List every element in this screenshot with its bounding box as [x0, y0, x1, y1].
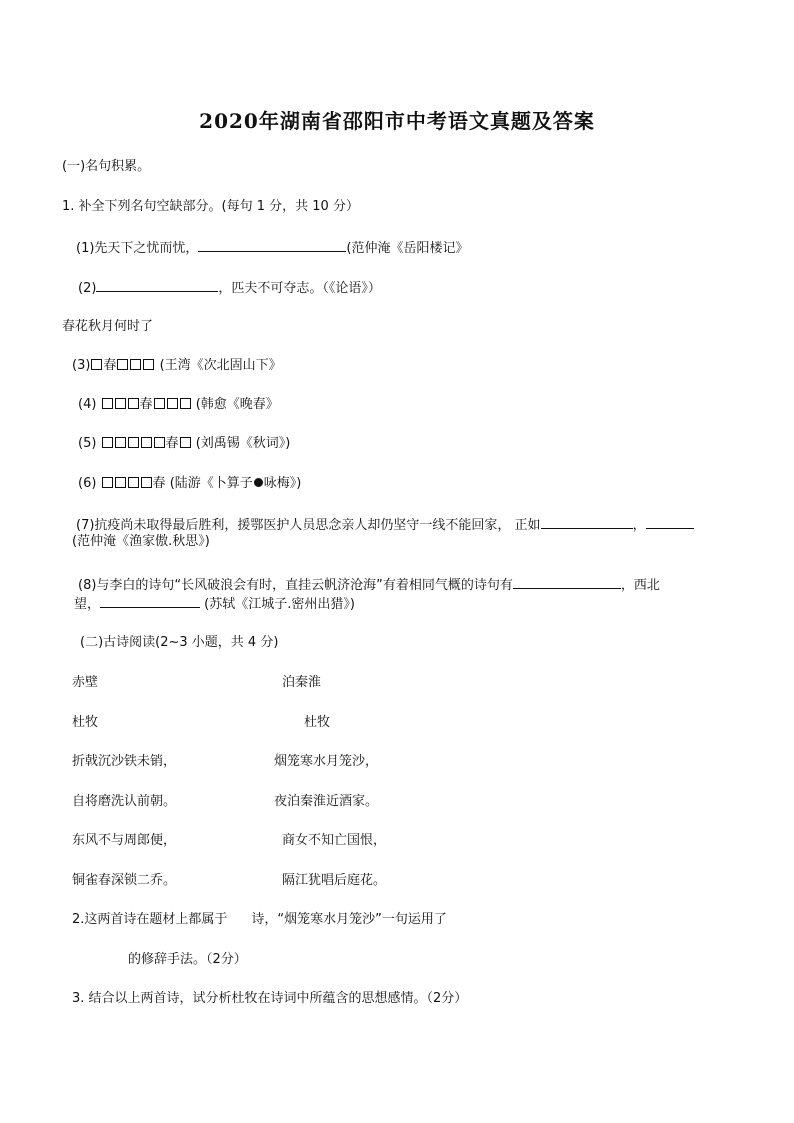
blank-box[interactable]: [143, 359, 154, 370]
blank-box[interactable]: [130, 359, 141, 370]
item-4: [78, 396, 279, 414]
item-3-source: (王湾《次北固山下》: [155, 358, 282, 373]
item-1-prefix: (1)先天下之忧而忧，: [76, 241, 199, 256]
item-4-char: 春: [139, 397, 153, 412]
item-4-source: (韩愈《晚春》: [191, 397, 279, 412]
item-5-source: (刘禹锡《秋词》): [191, 436, 291, 451]
answer-blank[interactable]: [96, 278, 218, 292]
item-6-prefix: (6): [78, 476, 101, 491]
answer-blank[interactable]: [541, 515, 633, 529]
poem-left-line-4: 铜雀春深锁二乔。: [72, 873, 177, 888]
section2-heading: (二)古诗阅读(2~3 小题，共 4 分): [80, 635, 279, 650]
item-2-source: ，匹夫不可夺志。（《论语》）: [218, 281, 381, 296]
blank-box[interactable]: [167, 398, 178, 409]
page-title: 2020年湖南省邵阳市中考语文真题及答案: [199, 109, 595, 133]
item-1-source: (范仲淹《岳阳楼记》: [346, 241, 469, 256]
blank-box[interactable]: [141, 477, 152, 488]
blank-box[interactable]: [115, 477, 126, 488]
blank-box[interactable]: [128, 398, 139, 409]
item-8: [78, 575, 660, 595]
answer-blank[interactable]: [513, 575, 621, 589]
item-6-source-b: 咏梅》): [263, 476, 302, 491]
poem-right-line-3: 商女不知亡国恨，: [282, 833, 387, 848]
poem-left-author: 杜牧: [72, 715, 99, 730]
item-8-line2: [74, 594, 355, 614]
question-2-prefix: 2.这两首诗在题材上都属于: [72, 912, 228, 927]
item-3: [72, 357, 282, 375]
question-3: 3. 结合以上两首诗，试分析杜牧在诗词中所蕴含的思想感情。（2分）: [72, 991, 468, 1006]
answer-blank[interactable]: [100, 594, 200, 608]
item-6: [78, 475, 301, 493]
answer-blank[interactable]: [646, 515, 694, 529]
poem-right-title: 泊秦淮: [282, 675, 322, 690]
blank-box[interactable]: [180, 398, 191, 409]
section1-heading: (一)名句积累。: [62, 159, 151, 174]
item-7-source: (范仲淹《渔家傲.秋思》): [72, 534, 210, 549]
blank-box[interactable]: [115, 437, 126, 448]
loose-line: 春花秋月何时了: [62, 319, 154, 334]
blank-box[interactable]: [128, 437, 139, 448]
poem-left-title: 赤壁: [72, 675, 99, 690]
answer-blank[interactable]: [198, 238, 346, 252]
item-7-text: (7)抗疫尚未取得最后胜利，援鄂医护人员思念亲人却仍坚守一线不能回家， 正如: [76, 518, 541, 533]
item-6-source-a: (陆游《卜算子: [165, 476, 253, 491]
item-5: [78, 435, 290, 453]
item-7-comma: ，: [632, 518, 646, 533]
question-2-suffix: 诗，“烟笼寒水月笼沙”一句运用了: [251, 912, 447, 927]
poem-right-line-4: 隔江犹唱后庭花。: [282, 873, 387, 888]
poem-left-line-3: 东风不与周郎便，: [72, 833, 177, 848]
item-2: [78, 278, 381, 298]
blank-box[interactable]: [115, 398, 126, 409]
poem-right-author: 杜牧: [304, 715, 331, 730]
blank-box[interactable]: [102, 437, 113, 448]
question-2: [72, 911, 447, 929]
item-5-char: 春: [165, 436, 179, 451]
item-5-prefix: (5): [78, 436, 101, 451]
bullet-dot-icon: [254, 478, 263, 487]
question-1: 1. 补全下列名句空缺部分。(每句 1 分，共 10 分）: [62, 199, 359, 214]
poem-right-line-1: 烟笼寒水月笼沙，: [274, 754, 379, 769]
item-8-text: (8)与李白的诗句“长风破浪会有时，直挂云帆济沧海”有着相同气概的诗句有: [78, 578, 513, 593]
blank-box[interactable]: [102, 398, 113, 409]
poem-left-line-2: 自将磨洗认前朝。: [72, 794, 177, 809]
poem-left-line-1: 折戟沉沙铁未销，: [72, 754, 177, 769]
item-8-line2-prefix: 望，: [74, 597, 101, 612]
item-3-char: 春: [103, 358, 117, 373]
poem-right-line-2: 夜泊秦淮近酒家。: [274, 794, 379, 809]
blank-box[interactable]: [102, 477, 113, 488]
question-2-line2: 的修辞手法。（2分）: [128, 952, 247, 967]
item-2-prefix: (2): [78, 281, 97, 296]
item-6-char: 春: [152, 476, 166, 491]
blank-box[interactable]: [154, 398, 165, 409]
blank-box[interactable]: [154, 437, 165, 448]
item-8-source: (苏轼《江城子.密州出猎》): [200, 597, 355, 612]
blank-box[interactable]: [117, 359, 128, 370]
blank-box[interactable]: [128, 477, 139, 488]
item-3-prefix: (3): [72, 358, 91, 373]
item-4-prefix: (4): [78, 397, 101, 412]
item-8-tail: ，西北: [620, 578, 660, 593]
item-7: [76, 515, 694, 535]
item-1: [76, 238, 469, 258]
blank-box[interactable]: [141, 437, 152, 448]
blank-box[interactable]: [91, 359, 102, 370]
blank-box[interactable]: [180, 437, 191, 448]
